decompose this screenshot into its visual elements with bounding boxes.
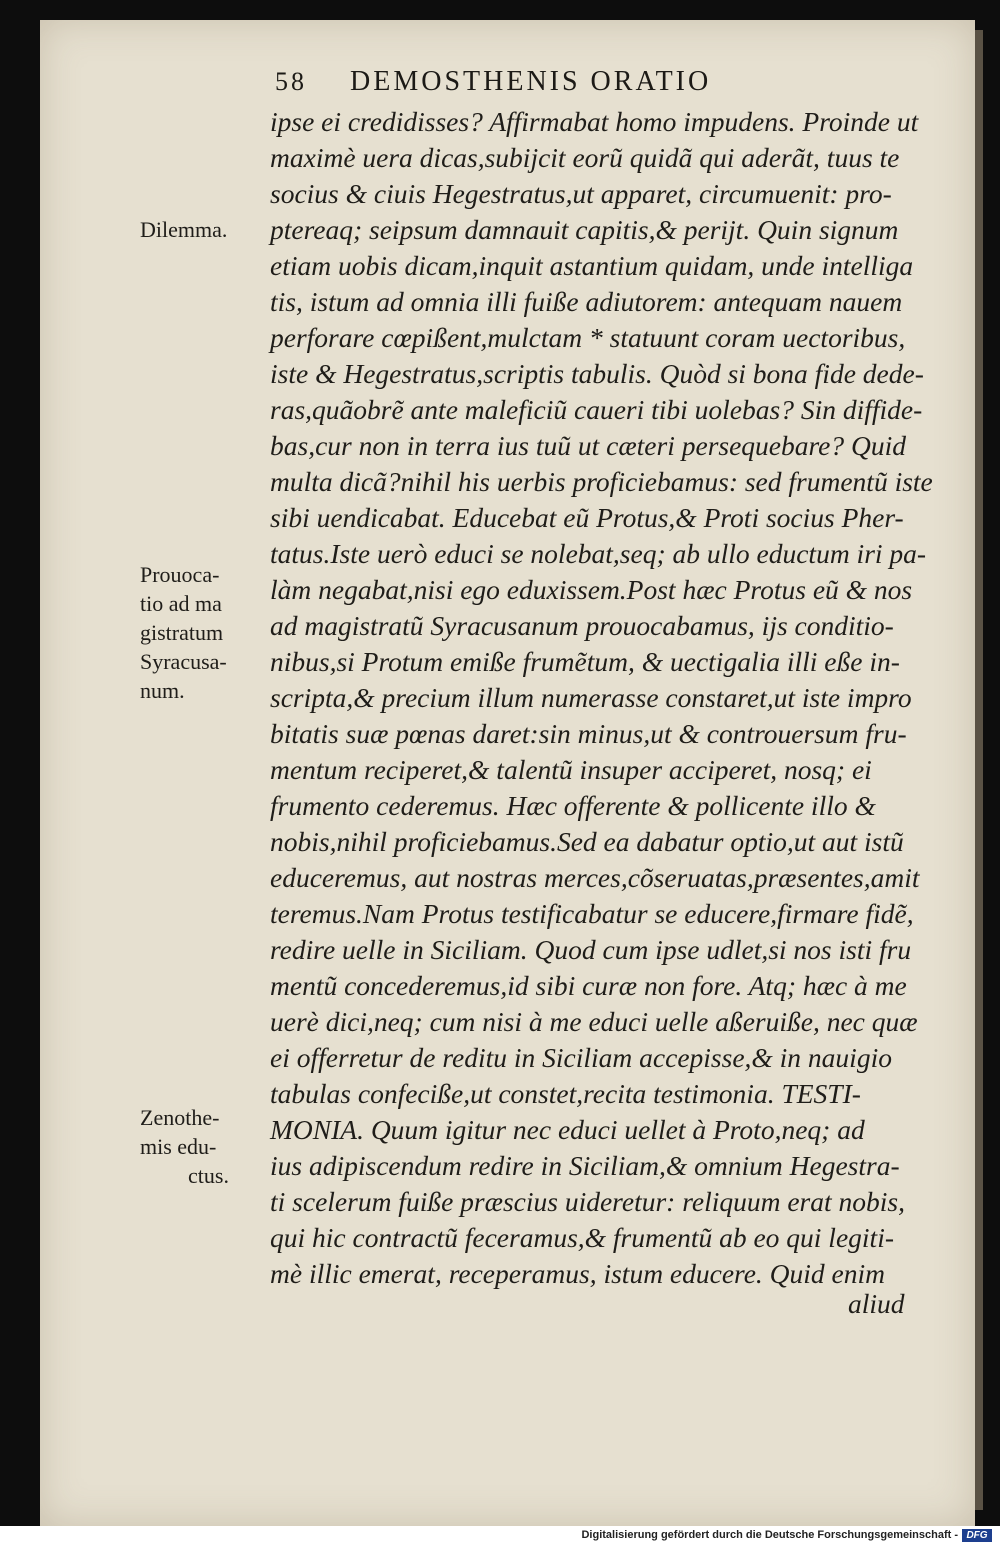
text-line: làm negabat,nisi ego eduxissem.Post hæc Protus eũ & nos	[270, 574, 913, 605]
text-line: sibi uendicabat. Educebat eũ Protus,& Proti socius Pher-	[270, 502, 904, 533]
text-line: multa dicã?nihil his uerbis proficiebamus: sed frumentũ iste	[270, 466, 933, 497]
text-line: tabulas confeciße,ut constet,recita testimonia. TESTI-	[270, 1078, 861, 1109]
text-line: ptereaq; seipsum damnauit capitis,& perijt. Quin signum	[270, 214, 899, 245]
text-line: teremus.Nam Protus testificabatur se educere,firmare fidẽ,	[270, 898, 914, 929]
text-line: bitatis suæ pœnas daret:sin minus,ut & controuersum fru-	[270, 718, 907, 749]
footer-bar	[0, 1526, 1000, 1546]
catchword: aliud	[848, 1288, 905, 1319]
funding-credit: Digitalisierung gefördert durch die Deutsche Forschungsgemeinschaft -	[581, 1529, 958, 1541]
text-line: redire uelle in Siciliam. Quod cum ipse udlet,si nos isti fru	[270, 934, 912, 965]
text-line: mentum reciperet,& talentũ insuper acciperet, nosq; ei	[270, 754, 872, 785]
text-line: tatus.Iste uerò educi se nolebat,seq; ab ullo eductum iri pa-	[270, 538, 927, 569]
dfg-logo: DFG	[962, 1529, 992, 1542]
margin-note-line: Dilemma.	[140, 217, 228, 242]
margin-note-line: ctus.	[188, 1163, 229, 1188]
text-line: perforare cœpißent,mulctam * statuunt coram uectoribus,	[270, 322, 906, 353]
margin-note-line: gistratum	[140, 620, 224, 645]
text-line: qui hic contractũ feceramus,& frumentũ ab eo qui legiti-	[270, 1222, 894, 1253]
text-line: ad magistratũ Syracusanum prouocabamus, ijs conditio-	[270, 610, 894, 641]
text-line: ipse ei credidisses? Affirmabat homo impudens. Proinde ut	[270, 106, 919, 137]
text-line: ti scelerum fuiße præscius uideretur: reliquum erat nobis,	[270, 1186, 905, 1217]
text-line: uerè dici,neq; cum nisi à me educi uelle aßeruiße, nec quæ	[270, 1006, 918, 1037]
running-header	[275, 66, 875, 102]
margin-note-zenothemis	[140, 1103, 262, 1190]
text-line: mè illic emerat, receperamus, istum educere. Quid enim	[270, 1258, 886, 1289]
text-line: iste & Hegestratus,scriptis tabulis. Quòd si bona fide dede-	[270, 358, 924, 389]
text-line: scripta,& precium illum numerasse constaret,ut iste impro	[270, 682, 912, 713]
margin-note-prouocatio	[140, 560, 262, 705]
text-line: bas,cur non in terra ius tuũ ut cæteri persequebare? Quid	[270, 430, 907, 461]
text-line: MONIA. Quum igitur nec educi uellet à Proto,neq; ad	[270, 1114, 865, 1145]
margin-note-line: tio ad ma	[140, 591, 222, 616]
margin-note-line: num.	[140, 678, 185, 703]
text-line: etiam uobis dicam,inquit astantium quidam, unde intelliga	[270, 250, 914, 281]
text-line: educeremus, aut nostras merces,cõseruatas,præsentes,amit	[270, 862, 920, 893]
text-line: ius adipiscendum redire in Siciliam,& omnium Hegestra-	[270, 1150, 900, 1181]
text-line: mentũ concederemus,id sibi curæ non fore. Atq; hæc à me	[270, 970, 907, 1001]
margin-note-line: mis edu-	[140, 1134, 217, 1159]
margin-note-line: Prouoca-	[140, 562, 220, 587]
margin-note-line: Zenothe-	[140, 1105, 220, 1130]
page-edge	[975, 30, 983, 1510]
running-title: DEMOSTHENIS ORATIO	[350, 66, 712, 97]
text-line: socius & ciuis Hegestratus,ut apparet, circumuenit: pro-	[270, 178, 892, 209]
page-number: 58	[275, 67, 307, 96]
margin-note-dilemma	[140, 215, 262, 244]
text-line: ei offerretur de reditu in Siciliam accepisse,& in nauigio	[270, 1042, 892, 1073]
text-line: ras,quãobrẽ ante maleficiũ caueri tibi uolebas? Sin diffide-	[270, 394, 923, 425]
text-line: frumento cederemus. Hæc offerente & pollicente illo &	[270, 790, 876, 821]
text-line: tis, istum ad omnia illi fuiße adiutorem: antequam nauem	[270, 286, 903, 317]
text-line: nibus,si Protum emiße frumẽtum, & uectigalia illi eße in-	[270, 646, 900, 677]
margin-note-line: Syracusa-	[140, 649, 227, 674]
text-line: nobis,nihil proficiebamus.Sed ea dabatur optio,ut aut istũ	[270, 826, 904, 857]
text-line: maximè uera dicas,subijcit eorũ quidã qui aderãt, tuus te	[270, 142, 900, 173]
